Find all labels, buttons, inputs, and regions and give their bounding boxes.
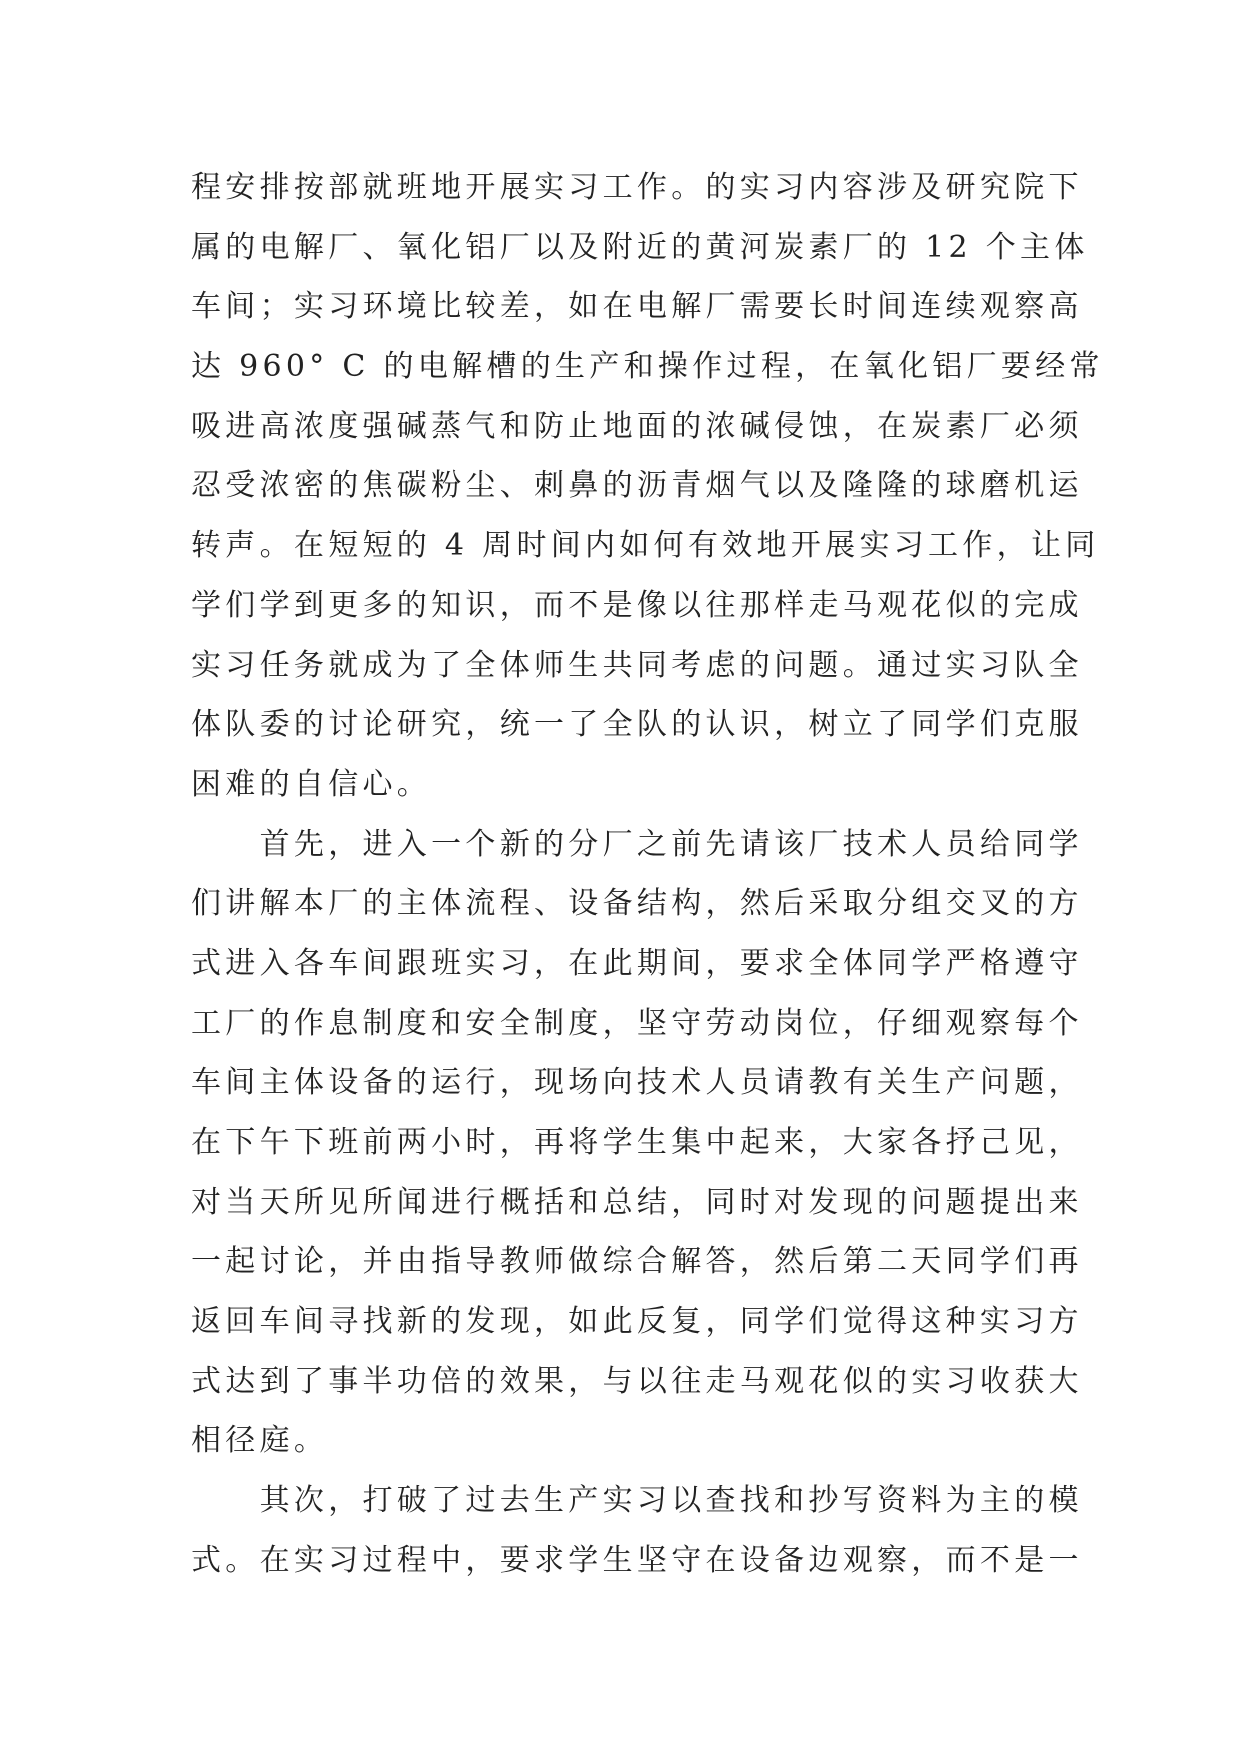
text-line: 吸进高浓度强碱蒸气和防止地面的浓碱侵蚀，在炭素厂必须 [191,408,1083,444]
text-line: 们讲解本厂的主体流程、设备结构，然后采取分组交叉的方 [191,886,1083,922]
text-line: 相径庭。 [191,1423,329,1459]
text-line: 学们学到更多的知识，而不是像以往那样走马观花似的完成 [191,587,1083,623]
text-line: 其次，打破了过去生产实习以查找和抄写资料为主的模 [191,1483,1083,1519]
text-line: 返回车间寻找新的发现，如此反复，同学们觉得这种实习方 [191,1304,1083,1340]
text-line: 一起讨论，并由指导教师做综合解答，然后第二天同学们再 [191,1244,1083,1280]
text-line: 式。在实习过程中，要求学生坚守在设备边观察，而不是一 [191,1542,1083,1578]
text-line: 工厂的作息制度和安全制度，坚守劳动岗位，仔细观察每个 [191,1005,1083,1041]
text-line: 对当天所见所闻进行概括和总结，同时对发现的问题提出来 [191,1184,1083,1220]
text-line: 首先，进入一个新的分厂之前先请该厂技术人员给同学 [191,826,1083,862]
text-line: 式进入各车间跟班实习，在此期间，要求全体同学严格遵守 [191,945,1083,981]
text-line: 属的电解厂、氧化铝厂以及附近的黄河炭素厂的 12 个主体 [191,229,1089,265]
text-line: 忍受浓密的焦碳粉尘、刺鼻的沥青烟气以及隆隆的球磨机运 [191,468,1083,504]
text-line: 体队委的讨论研究，统一了全队的认识，树立了同学们克服 [191,707,1083,743]
text-line: 达 960° C 的电解槽的生产和操作过程，在氧化铝厂要经常 [191,349,1104,385]
text-line: 困难的自信心。 [191,766,432,802]
text-line: 在下午下班前两小时，再将学生集中起来，大家各抒己见， [191,1125,1083,1160]
text-line: 车间；实习环境比较差，如在电解厂需要长时间连续观察高 [191,289,1083,325]
text-line: 实习任务就成为了全体师生共同考虑的问题。通过实习队全 [191,647,1083,683]
body-text [191,158,1104,1591]
text-line: 程安排按部就班地开展实习工作。的实习内容涉及研究院下 [191,170,1083,205]
text-line: 转声。在短短的 4 周时间内如何有效地开展实习工作，让同 [191,528,1100,564]
text-line: 车间主体设备的运行，现场向技术人员请教有关生产问题， [191,1065,1083,1101]
text-line: 式达到了事半功倍的效果，与以往走马观花似的实习收获大 [191,1363,1083,1399]
